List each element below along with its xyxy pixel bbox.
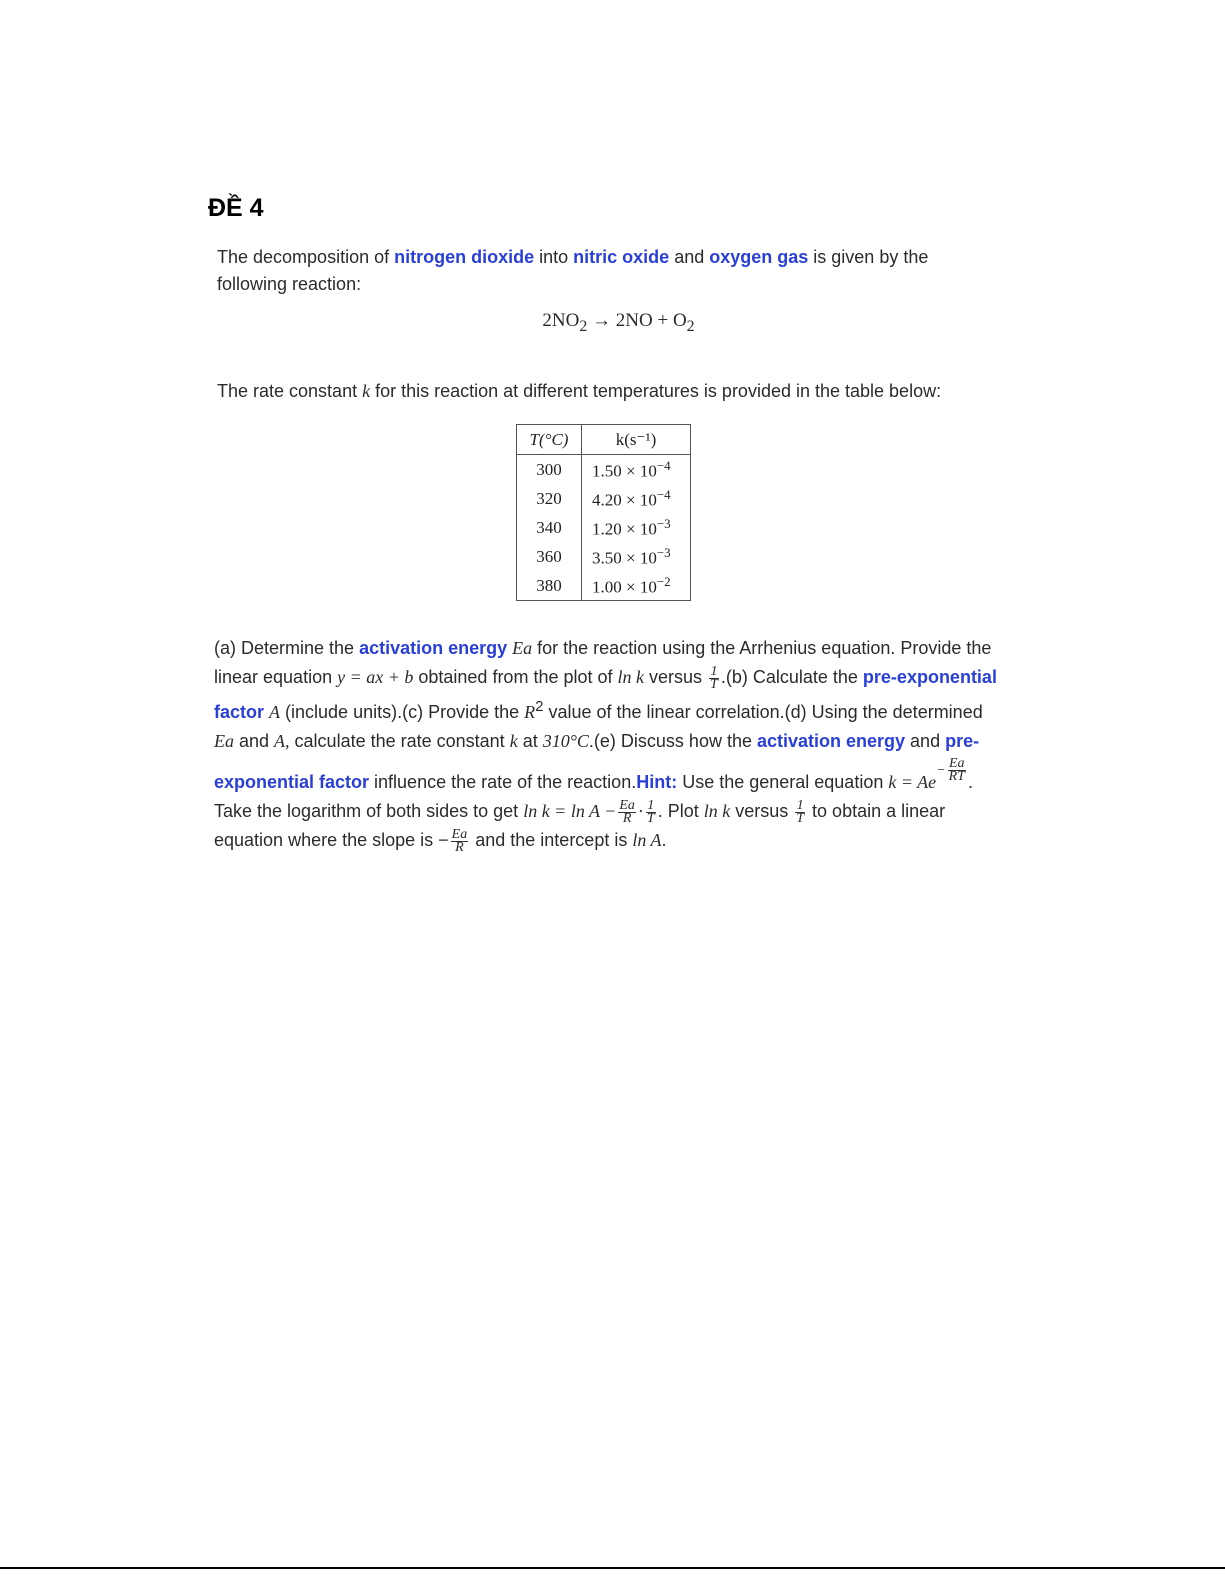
rate-intro-paragraph: The rate constant k for this reaction at different temperatures is provided in the table below: — [217, 381, 942, 401]
intro-paragraph: The decomposition of nitrogen dioxide into nitric oxide and oxygen gas is given by the following reaction: — [217, 247, 929, 294]
cell-rate-constant: $4.20 \times 10^{-4}$ — [582, 484, 691, 513]
keyword-hint: Hint: — [636, 772, 678, 792]
cell-temperature: 340 — [517, 513, 582, 542]
header-temperature: T(°C) — [517, 425, 582, 455]
cell-temperature: 380 — [517, 571, 582, 601]
exponent-ea-over-rt: − $\frac{Ea}{RT}$ — [936, 756, 965, 785]
fraction-ea-over-r-2: $\frac{Ea}{R}$ — [451, 826, 468, 855]
keyword-nitric-oxide: nitric oxide — [573, 247, 670, 267]
cell-rate-constant: $3.50 \times 10^{-3}$ — [582, 542, 691, 571]
keyword-activation-energy: activation energy — [359, 638, 508, 658]
fraction-one-over-t: $\frac{1}{T}$ — [710, 663, 718, 692]
cell-temperature: 320 — [517, 484, 582, 513]
table-header-row — [517, 425, 691, 455]
cell-rate-constant: $1.00 \times 10^{-2}$ — [582, 571, 691, 601]
header-rate-constant: k(s⁻¹) — [582, 425, 691, 455]
cell-temperature: 360 — [517, 542, 582, 571]
question-paragraph: (a) Determine the activation energy Ea for the reaction using the Arrhenius equation. Provide the linear equation y = ax + b obtained from the plot of ln k versus $\frac{1}{T}$ .(b) Calculate the pre-exponential factor A (include units).(c) Provide the $R^2$ value of the linear correlation.(d) Using the determined Ea and A, calculate the rate constant k at 310°C.(e) Discuss how the activation energy and pre-exponential factor influence the rate of the reaction.Hint: Use the general equation k = Ae− $\frac{Ea}{RT}$ . Take the logarithm of both sides to get ln k = ln A − $\frac{Ea}{R}$ · $\frac{1}{T}$ . Plot ln k versus $\frac{1}{T}$ to obtain a linear equation where the slope is − $\frac{Ea}{R}$ and the intercept is ln A. — [214, 638, 997, 855]
keyword-pre-exponential-factor: pre-exponential factor — [214, 667, 997, 722]
cell-temperature: 300 — [517, 455, 582, 485]
fraction-one-over-t-2: $\frac{1}{T}$ — [646, 797, 655, 826]
fraction-one-over-t-3: $\frac{1}{T}$ — [796, 797, 805, 826]
keyword-nitrogen-dioxide: nitrogen dioxide — [394, 247, 535, 267]
fraction-ea-over-r: $\frac{Ea}{R}$ — [619, 797, 635, 826]
table-row — [517, 455, 691, 485]
rate-constant-table — [516, 424, 691, 601]
cell-rate-constant: $1.50 \times 10^{-4}$ — [582, 455, 691, 485]
table-row — [517, 484, 691, 513]
keyword-oxygen-gas: oxygen gas — [709, 247, 809, 267]
table-row — [517, 571, 691, 601]
reaction-equation: $2NO_2 \to 2NO + O_2$ — [542, 310, 695, 335]
keyword-activation-energy-2: activation energy — [756, 731, 906, 751]
keyword-pre-exponential-factor-2: pre-exponential factor — [214, 731, 980, 792]
page-title: ĐỀ 4 — [208, 194, 264, 222]
table-row — [517, 513, 691, 542]
page-bottom-border — [0, 1567, 1225, 1569]
cell-rate-constant: $1.20 \times 10^{-3}$ — [582, 513, 691, 542]
table-row — [517, 542, 691, 571]
